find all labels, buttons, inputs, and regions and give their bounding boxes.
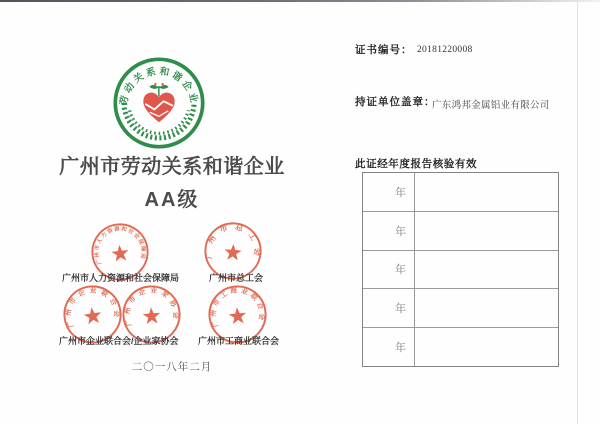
scan-edge-right: [577, 2, 578, 424]
agency-label-enterprise-federation: 广州市企业联合会/企业家协会: [59, 336, 179, 346]
year-cell: 年: [363, 251, 415, 289]
year-cell: 年: [363, 173, 415, 211]
certificate-number-value: 20181220008: [417, 45, 473, 55]
blank-cell: [415, 328, 558, 366]
certificate-title-line2: AA级: [144, 189, 200, 211]
agency-label-hrss-bureau: 广州市人力资源和社会保障局: [62, 273, 180, 283]
verification-row: [363, 289, 558, 328]
verification-row: [363, 328, 558, 366]
blank-cell: [415, 212, 558, 250]
blank-cell: [415, 251, 558, 289]
verification-row: [363, 251, 558, 290]
issue-date: 二〇一八年二月: [131, 361, 213, 373]
year-cell: 年: [363, 212, 415, 250]
star-icon: [83, 306, 103, 325]
star-icon: [224, 243, 242, 260]
year-cell: 年: [363, 289, 415, 327]
holder-company-name: 广东鸿邦金属铝业有限公司: [432, 101, 550, 111]
harmonious-enterprise-emblem-logo: [113, 57, 205, 149]
holder-seal-label: 持证单位盖章：: [355, 96, 436, 108]
agency-label-trade-union: 广州市总工会: [209, 273, 264, 283]
year-cell: 年: [363, 328, 415, 366]
svg-text:广州市工商业联合会: 广州市工商业联合会: [210, 287, 265, 329]
blank-cell: [415, 173, 558, 211]
certificate-title-line1: 广州市劳动关系和谐企业: [59, 156, 285, 178]
certificate-number-label: 证书编号：: [355, 44, 413, 56]
verification-row: [363, 212, 558, 251]
svg-text:广州市总工会: 广州市总工会: [204, 221, 263, 264]
svg-text:广州市企业联合会: 广州市企业联合会: [64, 287, 120, 329]
agency-label-industry-commerce-federation: 广州市工商业联合会: [198, 336, 280, 346]
annual-verification-heading: 此证经年度报告核验有效: [355, 158, 478, 170]
emblem-heart-hands-icon: [143, 93, 174, 123]
blank-cell: [415, 289, 558, 327]
verification-row: [363, 173, 558, 212]
star-icon: [111, 244, 130, 262]
star-icon: [142, 307, 161, 325]
star-icon: [228, 306, 247, 324]
scan-edge-top: [0, 0, 600, 2]
svg-text:广州市企业家协会: 广州市企业家协会: [124, 287, 179, 327]
annual-verification-table: [362, 172, 559, 367]
svg-text:广州市人力资源和社会保障局: 广州市人力资源和社会保障局: [94, 226, 146, 266]
emblem-arc-text: 劳动关系和谐企业: [118, 66, 200, 107]
